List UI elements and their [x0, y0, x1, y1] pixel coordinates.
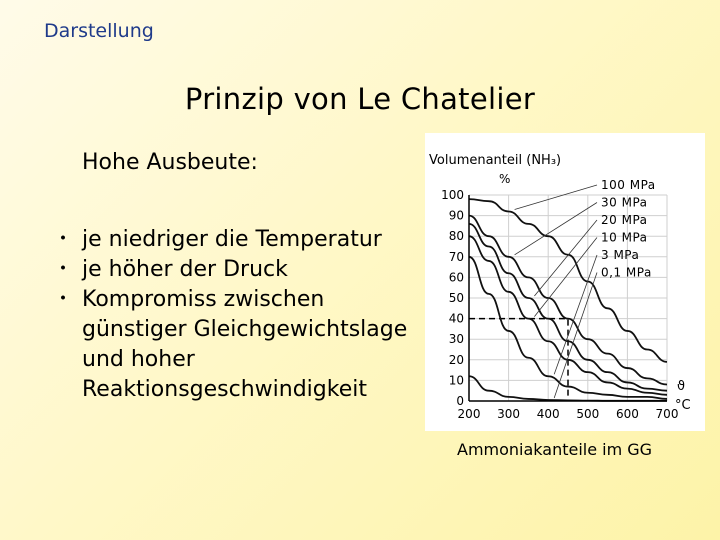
y-tick-label: 10 [448, 373, 464, 388]
x-tick-label: 500 [576, 407, 600, 421]
bullet-item [52, 255, 412, 285]
x-axis-unit: °C [675, 398, 691, 413]
x-tick-label: 300 [497, 407, 521, 421]
x-axis-label: ϑ [677, 379, 686, 394]
slide-subtitle: Hohe Ausbeute: [82, 150, 258, 175]
bullet-text: Kompromiss zwischen günstiger Gleichgewichtslage und hoher Reaktionsgeschwindigkeit [82, 287, 408, 402]
legend-entry: 10 MPa [601, 230, 648, 245]
y-tick-label: 50 [448, 291, 464, 305]
y-tick-label: 70 [448, 249, 464, 264]
y-tick-label: 30 [448, 332, 464, 347]
y-tick-label: 40 [448, 311, 464, 326]
x-tick-label: 400 [536, 407, 560, 421]
bullet-item [52, 285, 412, 405]
legend-entry: 0,1 MPa [601, 265, 652, 280]
x-tick-label: 700 [655, 407, 679, 421]
y-tick-label: 100 [441, 188, 464, 202]
chart-axes [441, 178, 678, 421]
legend-leader-line [515, 203, 597, 255]
chart-svg [425, 133, 705, 431]
chart-caption: Ammoniakanteile im GG [457, 440, 653, 459]
bullet-marker: ・ [52, 227, 75, 252]
chart-title: Volumenanteil (NH₃) [429, 153, 562, 168]
y-tick-label: 60 [448, 270, 464, 285]
bullet-marker: ・ [52, 287, 75, 312]
y-tick-label: 80 [448, 229, 464, 244]
x-tick-label: 600 [615, 407, 639, 421]
bullet-text: je niedriger die Temperatur [82, 227, 382, 252]
y-tick-label: 90 [448, 208, 464, 223]
ammonia-chart [425, 133, 705, 431]
legend-entry: 20 MPa [601, 213, 648, 227]
bullet-item [52, 225, 412, 255]
y-tick-label: 20 [448, 352, 464, 367]
legend-leader-line [515, 185, 597, 209]
legend-entry: 30 MPa [601, 195, 648, 210]
slide-title: Prinzip von Le Chatelier [184, 82, 536, 116]
x-tick-label: 200 [457, 407, 481, 421]
bullet-text: je höher der Druck [82, 257, 288, 282]
section-label: Darstellung [44, 20, 154, 42]
legend-entry: 3 MPa [601, 248, 640, 262]
y-tick-label: 0 [456, 394, 464, 408]
bullet-list [52, 225, 412, 405]
y-axis-label: % [499, 172, 511, 186]
legend-entry: 100 MPa [601, 178, 656, 192]
bullet-marker: ・ [52, 257, 75, 282]
